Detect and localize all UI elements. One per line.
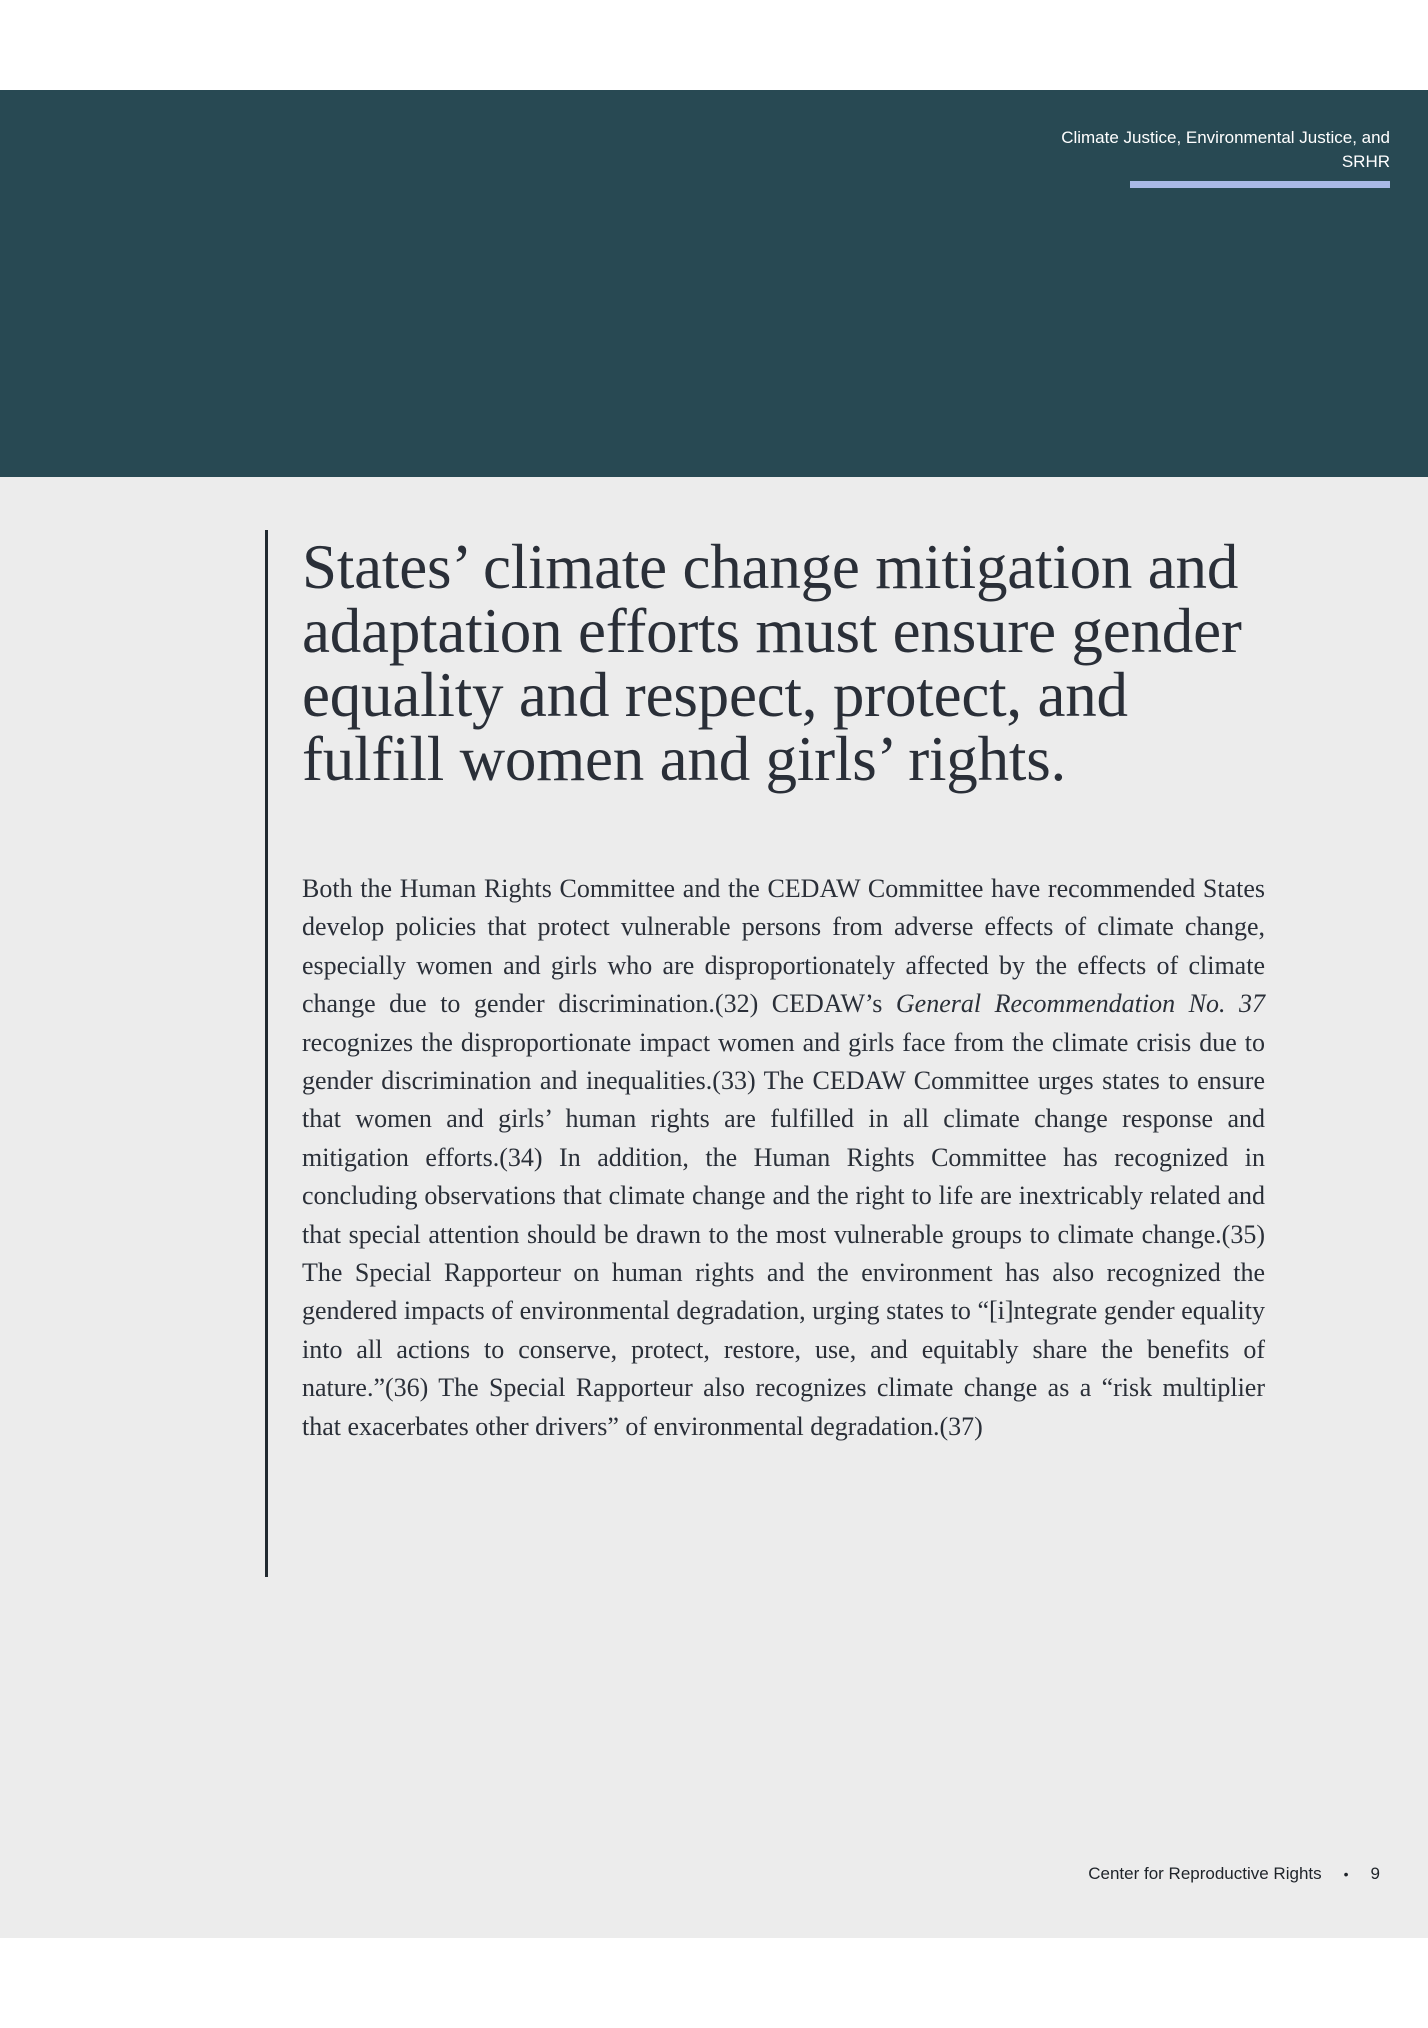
header-banner: [0, 90, 1428, 477]
bottom-margin: [0, 1938, 1428, 2028]
footer-separator: •: [1343, 1866, 1349, 1882]
section-label: Climate Justice, Environmental Justice, and SRHR: [1061, 128, 1390, 171]
article-headline: States’ climate change mitigation and adaptation efforts must ensure gender equality and respect, protect, and fulfill women and girls’ rights.: [302, 532, 1242, 794]
body-text-part1: Both the Human Rights Committee and the CEDAW Committee have recommended States develop policies that protect vulnerable persons from adverse effects of climate change, especially women and girls who are disproportionately affected by the effects of climate change due to gender discrimination.(32) CEDAW’s: [302, 874, 1265, 1019]
page-footer: [1088, 1864, 1380, 1884]
top-margin: [0, 0, 1428, 90]
page-number: 9: [1370, 1864, 1380, 1883]
content-area: [0, 477, 1428, 1938]
footer-organization: Center for Reproductive Rights: [1088, 1864, 1322, 1883]
pull-quote-bar: [265, 530, 268, 1577]
body-text-italic-title: General Recommendation No. 37: [895, 989, 1265, 1019]
body-text-part2: recognizes the disproportionate impact women and girls face from the climate crisis due to gender discrimination and inequalities.(33) The CEDAW Committee urges states to ensure that women and girls’ human rights are fulfilled in all climate change response and mitigation efforts.(34) In addition, the Human Rights Committee has recognized in concluding observations that climate change and the right to life are inextricably related and that special attention should be drawn to the most vulnerable groups to climate change.(35) The Special Rapporteur on human rights and the environment has also recognized the gendered impacts of environmental degradation, urging states to “[i]ntegrate gender equality into all actions to conserve, protect, restore, use, and equitably share the benefits of nature.”(36) The Special Rapporteur also recognizes climate change as a “risk multiplier that exacerbates other drivers” of environmental degradation.(37): [302, 1027, 1265, 1441]
section-accent-rule: [1130, 181, 1390, 188]
article-body: [302, 870, 1265, 1446]
